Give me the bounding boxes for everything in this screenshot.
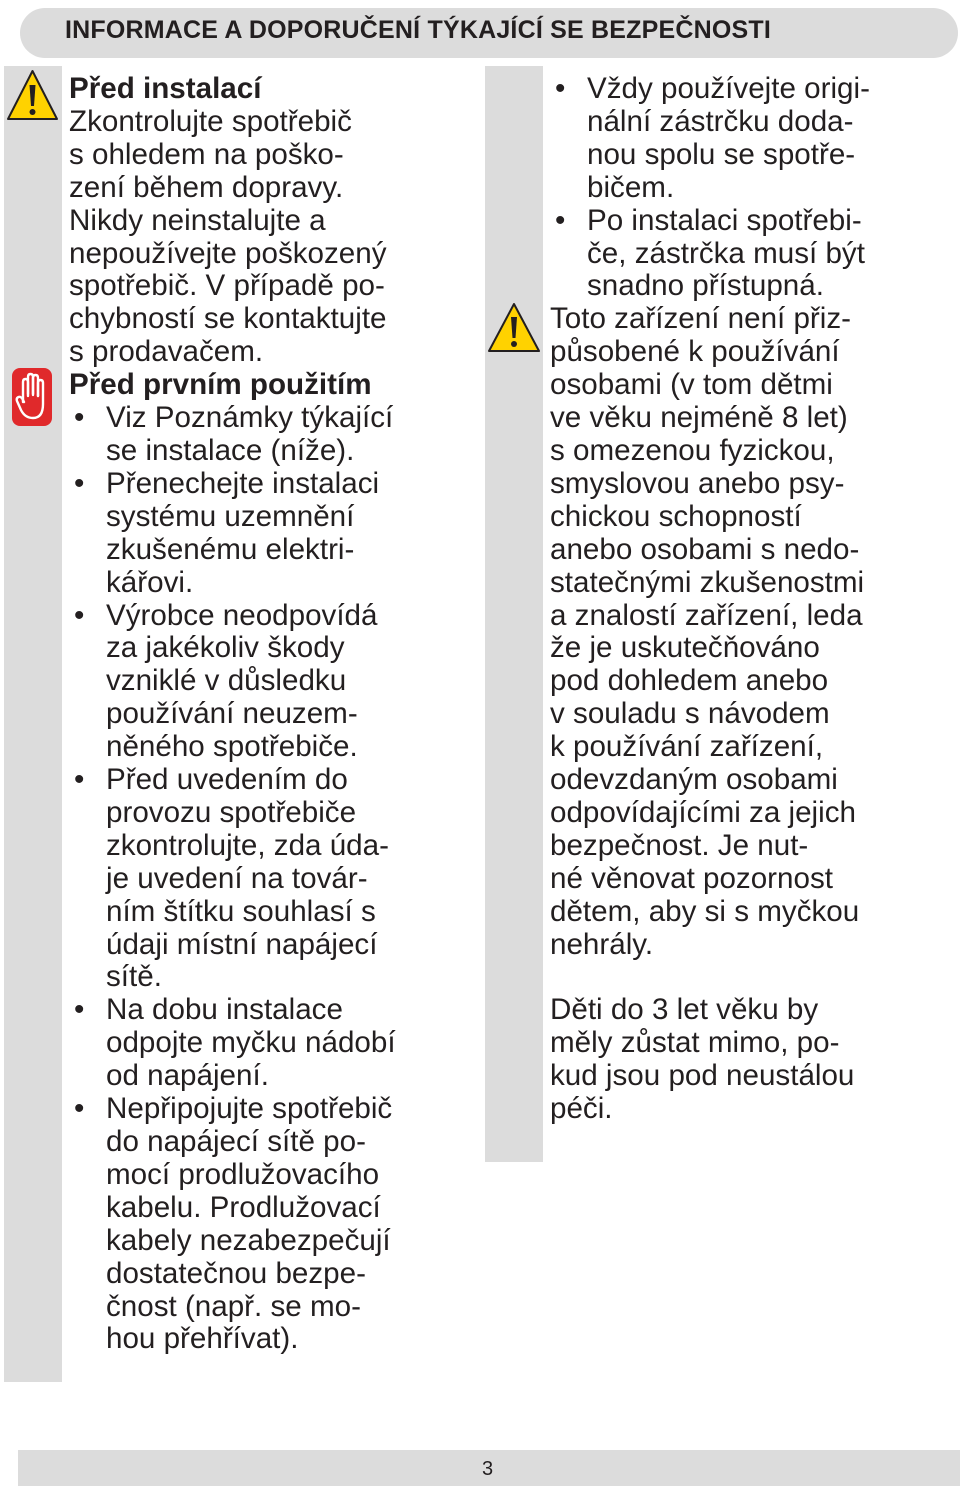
text-line: Nikdy neinstalujte a [69,203,326,237]
text-line: zení během dopravy. [69,170,344,204]
text-line: něného spotřebiče. [106,730,358,764]
text-line: • Nepřipojujte spotřebič [69,1093,469,1126]
text-line: nou spolu se spotře- [587,137,856,171]
text-line: měly zůstat mimo, po- [550,1026,840,1060]
text-line: péči. [550,1092,613,1126]
text-line: v souladu s návodem [550,697,830,731]
text-line: snadno přístupná. [587,269,824,303]
text-line: • Na dobu instalace [69,994,469,1027]
text-line: nehrály. [550,927,654,961]
text-line: • Přenechejte instalaci [69,468,469,501]
page-title: INFORMACE A DOPORUČENÍ TÝKAJÍCÍ SE BEZPEČNOSTI [65,16,772,44]
text-line: spotřebič. V případě po- [69,269,385,303]
text-line: za jakékoliv škody [106,631,345,665]
text-line: Zkontrolujte spotřebič [69,104,352,138]
middle-margin-stripe [485,66,543,1162]
text-line: osobami (v tom dětmi [550,368,833,402]
right-column [550,73,955,1126]
text-line: vzniklé v důsledku [106,664,347,698]
text-line: dostatečnou bezpe- [106,1256,366,1290]
text-line: ve věku nejméně 8 let) [550,401,848,435]
text-line: kářovi. [106,565,194,599]
bullet-item [69,600,469,765]
text-line: • Vždy používejte origi- [550,73,955,106]
text-line: se instalace (níže). [106,433,355,467]
text-line: • Před uvedením do [69,764,469,797]
text-line: kabelu. Prodlužovací [106,1190,381,1224]
warning-triangle-icon [6,68,59,124]
bullet-item [550,73,955,205]
paragraph-gap [550,961,955,994]
text-line: odpojte myčku nádobí [106,1026,396,1060]
text-line: hou přehřívat). [106,1322,299,1356]
before-install-paragraph [69,106,469,369]
text-line: statečnými zkušenostmi [550,565,865,599]
text-line: dětem, aby si s myčkou [550,894,860,928]
left-column [69,73,469,1356]
text-line: chybností se kontaktujte [69,302,387,336]
hand-stop-icon [12,368,52,426]
bullet-item [69,764,469,994]
text-line: sítě. [106,960,162,994]
text-line: s prodavačem. [69,335,264,369]
text-line: s ohledem na poško- [69,137,344,171]
text-line: odevzdaným osobami [550,763,838,797]
text-line: je uvedení na továr- [106,861,368,895]
text-line: pod dohledem anebo [550,664,829,698]
warning-triangle-icon [487,301,541,356]
text-line: • Po instalaci spotřebi- [550,205,955,238]
text-line: nepoužívejte poškozený [69,236,387,270]
text-line: kud jsou pod neustálou [550,1059,855,1093]
bullet-item [69,994,469,1093]
text-line: Děti do 3 let věku by [550,993,819,1027]
text-line: působené k používání [550,335,840,369]
section-heading-before-install: Před instalací [69,72,262,105]
bullet-item [69,402,469,468]
text-line: če, zástrčka musí být [587,236,865,270]
text-line: do napájecí sítě po- [106,1125,366,1158]
text-line: bezpečnost. Je nut- [550,828,809,862]
text-line: s omezenou fyzickou, [550,433,835,467]
text-line: • Výrobce neodpovídá [69,600,469,633]
text-line: údaji místní napájecí [106,927,378,961]
warning-paragraph [550,303,955,961]
text-line: né věnovat pozornost [550,861,833,895]
text-line: nální zástrčku doda- [587,104,854,138]
children-paragraph [550,994,955,1126]
text-line: anebo osobami s nedo- [550,532,860,566]
text-line: systému uzemnění [106,499,355,533]
text-line: Toto zařízení není přiz- [550,302,852,336]
section-heading-before-first-use: Před prvním použitím [69,368,372,402]
text-line: mocí prodlužovacího [106,1157,380,1191]
text-line: zkušenému elektri- [106,532,355,566]
text-line: chickou schopností [550,499,802,533]
text-line: ním štítku souhlasí s [106,894,376,928]
text-line: zkontrolujte, zda úda- [106,828,389,862]
left-margin-stripe [4,66,62,1382]
bullet-item [69,1093,469,1356]
page-number: 3 [481,1458,494,1480]
text-line: smyslovou anebo psy- [550,466,845,500]
text-line: a znalostí zařízení, leda [550,598,863,632]
text-line: k používání zařízení, [550,730,824,764]
text-line: • Viz Poznámky týkající [69,402,469,435]
text-line: provozu spotřebiče [106,795,357,829]
text-line: od napájení. [106,1059,269,1093]
text-line: čnost (např. se mo- [106,1289,361,1323]
bullet-item [69,468,469,600]
text-line: používání neuzem- [106,697,358,731]
text-line: kabely nezabezpečují [106,1223,391,1257]
bullet-item [550,205,955,304]
text-line: odpovídajícími za jejich [550,795,856,829]
text-line: bičem. [587,170,675,204]
text-line: že je uskutečňováno [550,631,820,665]
